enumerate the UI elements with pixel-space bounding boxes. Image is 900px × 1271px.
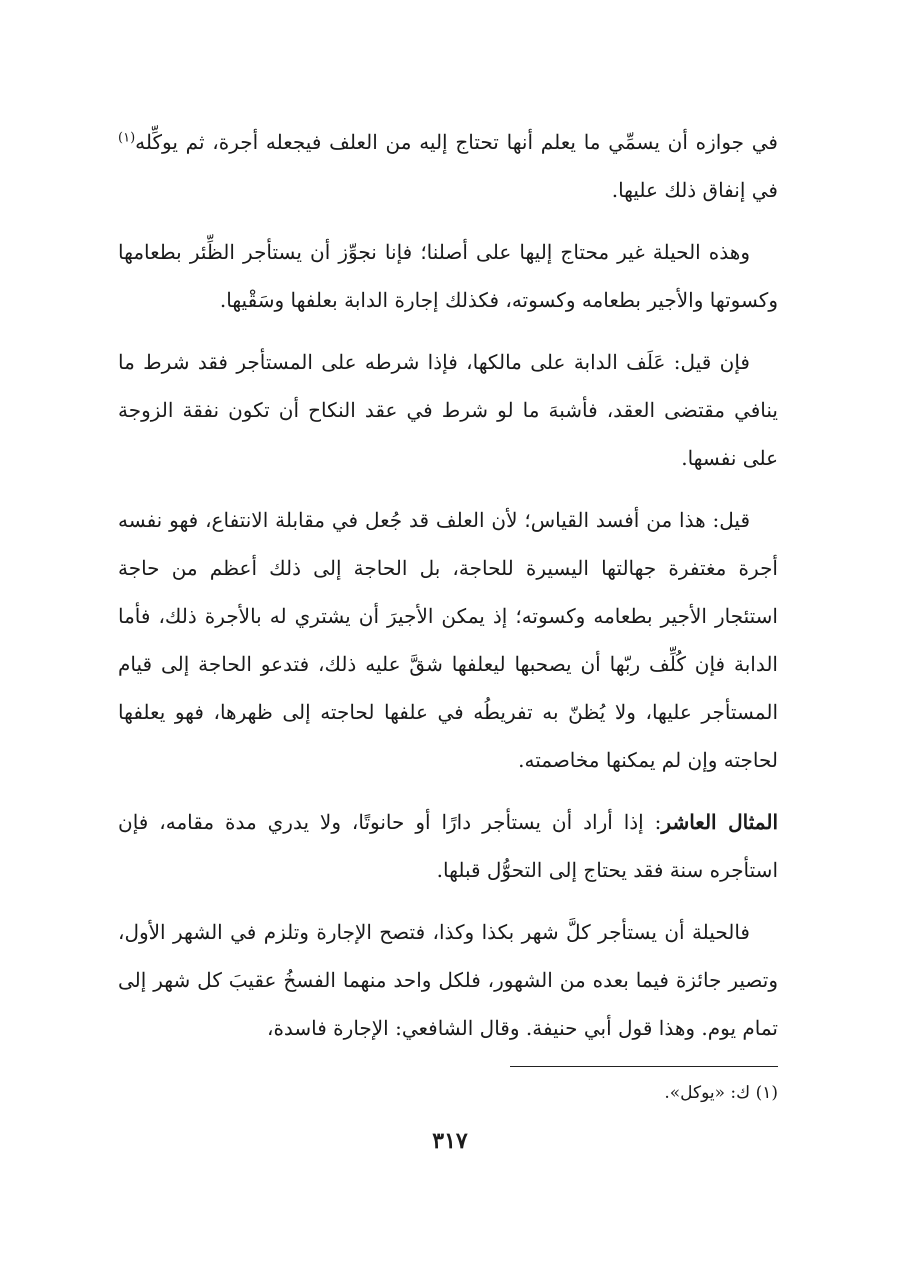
paragraph-2: وهذه الحيلة غير محتاج إليها على أصلنا؛ فإنا نجوِّز أن يستأجر الظِّئر بطعامها وكسوتها والأجير بطعامه وكسوته، فكذلك إجارة الدابة بعلفها وسَقْيها. [118, 240, 778, 312]
paragraph-1 [118, 118, 778, 214]
paragraph-5 [118, 798, 778, 894]
footnote-divider [510, 1066, 778, 1067]
paragraph-1-text-after: في إنفاق ذلك عليها. [611, 178, 778, 202]
paragraph-1-text-before: في جوازه أن يسمِّي ما يعلم أنها تحتاج إليه من العلف فيجعله أجرة، ثم يوكِّله [135, 130, 778, 154]
paragraph-4: قيل: هذا من أفسد القياس؛ لأن العلف قد جُعل في مقابلة الانتفاع، فهو نفسه أجرة مغتفرة جهالتها اليسيرة للحاجة، بل الحاجة إلى ذلك أعظم من حاجة استئجار الأجير بطعامه وكسوته؛ إذ يمكن الأجيرَ أن يشتري له بالأجرة ذلك، فأما الدابة فإن كُلِّف ربّها أن يصحبها ليعلفها شقَّ عليه ذلك، فتدعو الحاجة إلى قيام المستأجر عليها، ولا يُظنّ به تفريطُه في علفها لحاجته إلى ظهرها، فهو يعلفها لحاجته وإن لم يمكنها مخاصمته. [118, 508, 778, 772]
paragraph-6: فالحيلة أن يستأجر كلَّ شهر بكذا وكذا، فتصح الإجارة وتلزم في الشهر الأول، وتصير جائزة فيما بعده من الشهور، فلكل واحد منهما الفسخُ عقيبَ كل شهر إلى تمام يوم. وهذا قول أبي حنيفة. وقال الشافعي: الإجارة فاسدة، [118, 920, 778, 1040]
paragraph-5-text: : إذا أراد أن يستأجر دارًا أو حانوتًا، ولا يدري مدة مقامه، فإن استأجره سنة فقد يحتاج إلى التحوُّل قبلها. [118, 810, 778, 882]
footnote-number: (١) [755, 1083, 778, 1103]
example-heading: المثال العاشر [661, 810, 778, 834]
footnote-text: ك: «يوكل». [664, 1083, 751, 1103]
paragraph-3: فإن قيل: عَلَف الدابة على مالكها، فإذا شرطه على المستأجر فقد شرط ما ينافي مقتضى العقد، فأشبهَ ما لو شرط في عقد النكاح أن تكون نفقة الزوجة على نفسها. [118, 350, 778, 470]
footnote [118, 1078, 778, 1108]
page-body [118, 118, 778, 1066]
footnote-reference[interactable]: (١) [118, 130, 136, 146]
page-number: ٣١٧ [432, 1128, 468, 1154]
